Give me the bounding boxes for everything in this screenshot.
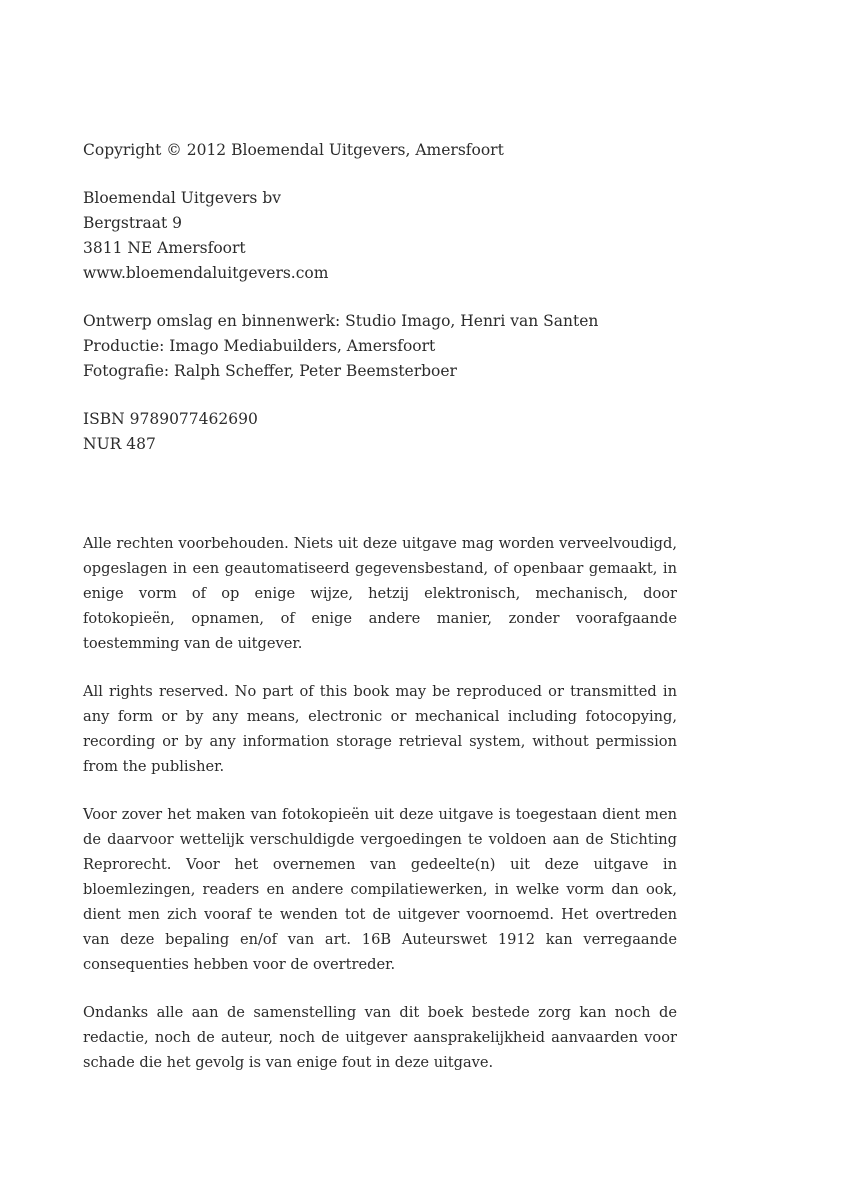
copyright-line: Copyright © 2012 Bloemendal Uitgevers, Amersfoort — [83, 141, 504, 159]
reprorecht-notice: Voor zover het maken van fotokopieën uit deze uitgave is toegestaan dient men de daarvoor wettelijk verschuldigde vergoedingen te voldoen aan de Stichting Reprorecht. Voor het overnemen van gedeelte(n) uit deze uitgave in bloemlezingen, readers en andere compilatiewerken, in welke vorm dan ook, dient men zich vooraf te wenden tot de uitgever voornoemd. Het overtreden van deze bepaling en/of van art. 16B Auteurswet 1912 kan verregaande consequenties hebben voor de overtreder. — [83, 806, 677, 973]
nur-code: NUR 487 — [83, 435, 156, 453]
credit-photography: Fotografie: Ralph Scheffer, Peter Beemsterboer — [83, 362, 457, 380]
publisher-name: Bloemendal Uitgevers bv — [83, 189, 281, 207]
publisher-website: www.bloemendaluitgevers.com — [83, 264, 329, 282]
publisher-address — [83, 186, 677, 286]
publisher-city: 3811 NE Amersfoort — [83, 239, 246, 257]
publisher-street: Bergstraat 9 — [83, 214, 182, 232]
credit-production: Productie: Imago Mediabuilders, Amersfoort — [83, 337, 436, 355]
colophon-page — [83, 138, 677, 1098]
rights-notice-dutch: Alle rechten voorbehouden. Niets uit deze uitgave mag worden verveelvoudigd, opgeslagen in een geautomatiseerd gegevensbestand, of openbaar gemaakt, in enige vorm of op enige wijze, hetzij elektronisch, mechanisch, door fotokopieën, opnamen, of enige andere manier, zonder voorafgaande toestemming van de uitgever. — [83, 535, 677, 652]
liability-disclaimer: Ondanks alle aan de samenstelling van dit boek bestede zorg kan noch de redactie, noch de auteur, noch de uitgever aansprakelijkheid aanvaarden voor schade die het gevolg is van enige fout in deze uitgave. — [83, 1004, 677, 1071]
isbn-number: ISBN 9789077462690 — [83, 410, 258, 428]
copyright-notice — [83, 138, 677, 163]
rights-notice-english: All rights reserved. No part of this book may be reproduced or transmitted in any form or by any means, electronic or mechanical including fotocopying, recording or by any information storage retrieval system, without permission from the publisher. — [83, 683, 677, 775]
identifiers — [83, 407, 677, 457]
credits — [83, 309, 677, 384]
credit-design: Ontwerp omslag en binnenwerk: Studio Imago, Henri van Santen — [83, 312, 599, 330]
